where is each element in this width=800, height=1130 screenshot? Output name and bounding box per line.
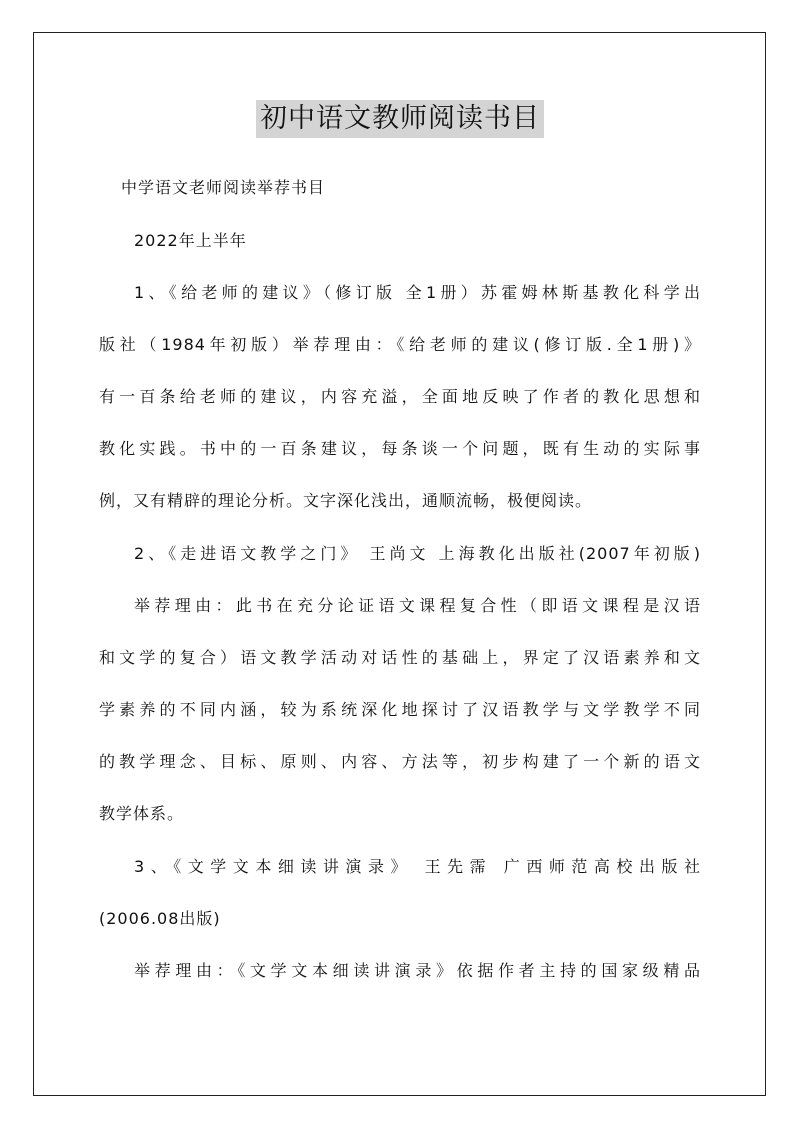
- body-line: 例，又有精辟的理论分析。文字深化浅出，通顺流畅，极便阅读。: [99, 491, 593, 510]
- body-line: 1、《给老师的建议》（修订版 全1册）苏霍姆林斯基教化科学出: [134, 283, 701, 302]
- body-line: 教化实践。书中的一百条建议，每条谈一个问题，既有生动的实际事: [99, 439, 701, 458]
- body-line: 学素养的不同内涵，较为系统深化地探讨了汉语教学与文学教学不同: [99, 700, 701, 719]
- body-line: 举荐理由：《文学文本细读讲演录》依据作者主持的国家级精品: [134, 961, 701, 980]
- body-line: 版社（1984年初版）举荐理由：《给老师的建议(修订版.全1册)》: [99, 335, 701, 354]
- body-line: 2、《走进语文教学之门》 王尚文 上海教化出版社(2007年初版): [134, 544, 701, 563]
- body-line: 3、《文学文本细读讲演录》 王先霈 广西师范高校出版社: [134, 857, 701, 876]
- body-line: 有一百条给老师的建议，内容充溢，全面地反映了作者的教化思想和: [99, 387, 701, 406]
- body-line: 教学体系。: [99, 804, 185, 823]
- subtitle: 中学语文老师阅读举荐书目: [121, 178, 326, 197]
- document-title: 初中语文教师阅读书目: [256, 100, 544, 138]
- date-line: 2022年上半年: [134, 231, 247, 250]
- body-line: 和文学的复合）语文教学活动对话性的基础上，界定了汉语素养和文: [99, 648, 701, 667]
- body-line: 的教学理念、目标、原则、内容、方法等，初步构建了一个新的语文: [99, 752, 701, 771]
- body-line: 举荐理由：此书在充分论证语文课程复合性（即语文课程是汉语: [134, 596, 701, 615]
- body-line: (2006.08出版): [99, 909, 221, 928]
- title-container: [0, 100, 800, 138]
